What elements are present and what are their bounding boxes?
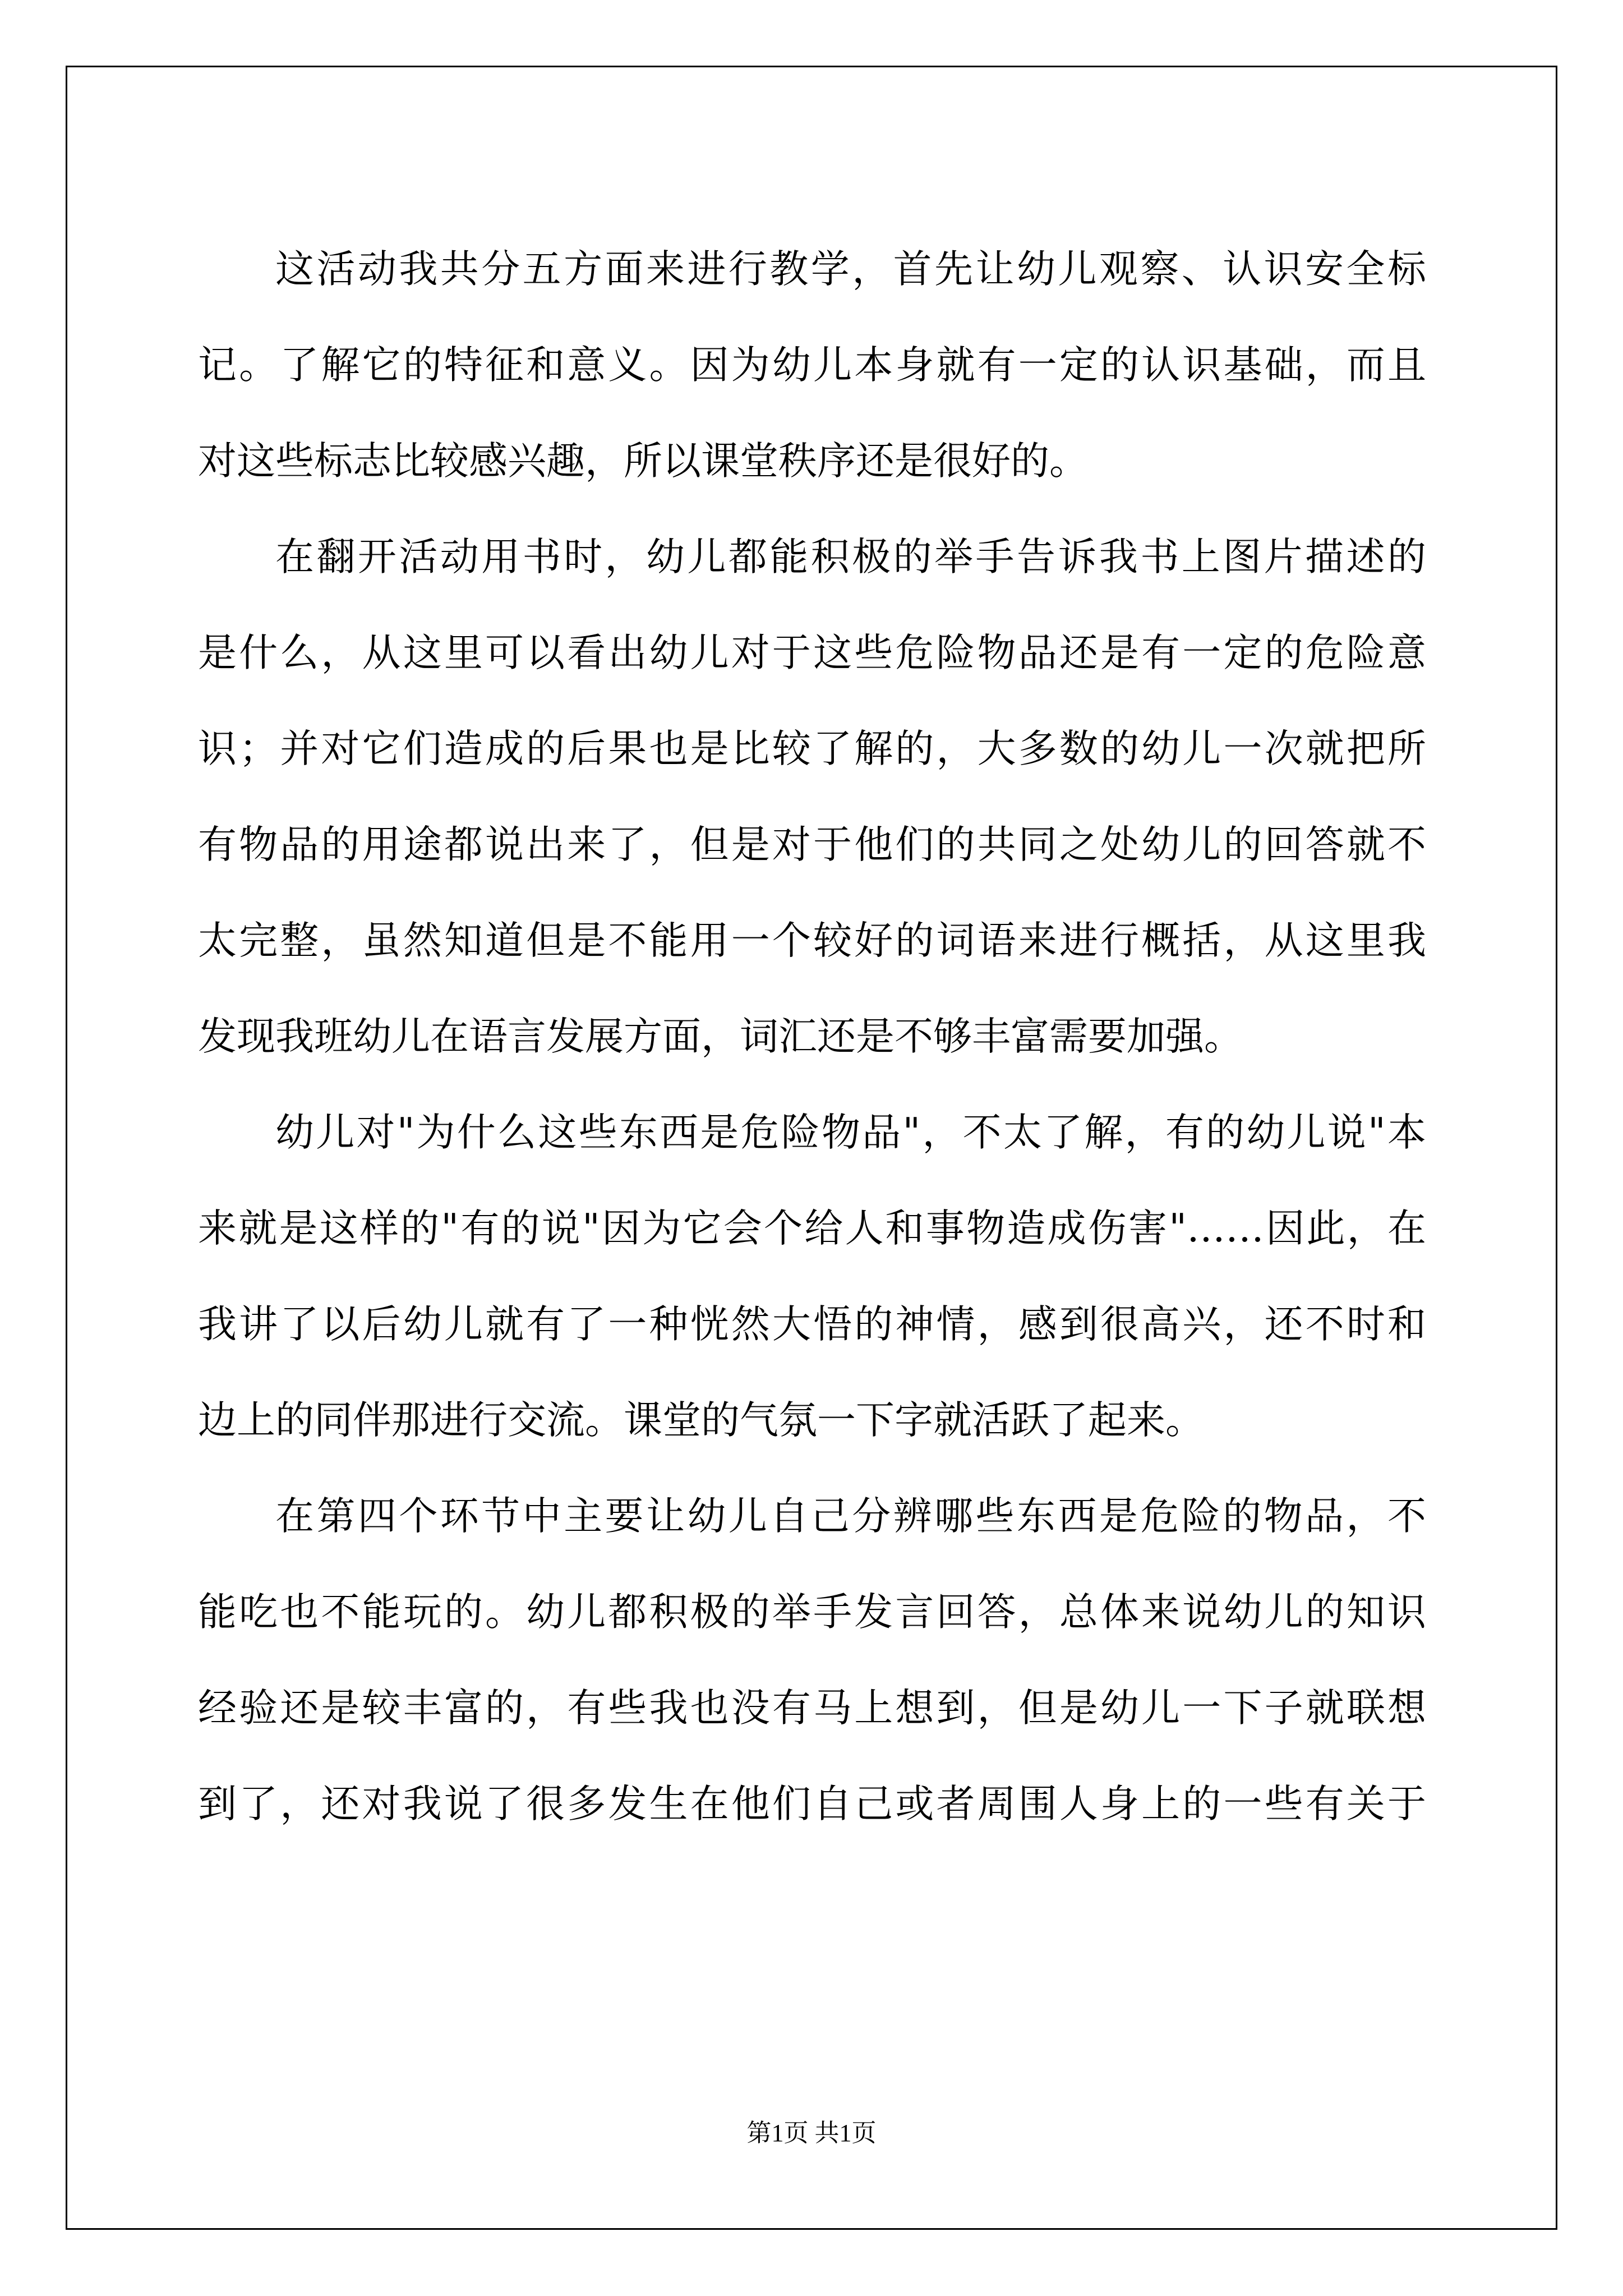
text-line: 幼儿对"为什么这些东西是危险物品"，不太了解，有的幼儿说"本: [275, 1110, 1426, 1155]
text-line: 太完整，虽然知道但是不能用一个较好的词语来进行概括，从这里我: [198, 918, 1426, 963]
document-body: [198, 222, 1426, 1852]
text-line: 来就是这样的"有的说"因为它会个给人和事物造成伤害"……因此，在: [198, 1206, 1426, 1251]
paragraph: [198, 1469, 1426, 1852]
text-line: 边上的同伴那进行交流。课堂的气氛一下字就活跃了起来。: [198, 1398, 1204, 1443]
text-line: 在第四个环节中主要让幼儿自己分辨哪些东西是危险的物品，不: [275, 1494, 1426, 1539]
text-line: 是什么，从这里可以看出幼儿对于这些危险物品还是有一定的危险意: [198, 631, 1426, 675]
paragraph: [198, 509, 1426, 1085]
text-line: 经验还是较丰富的，有些我也没有马上想到，但是幼儿一下子就联想: [198, 1686, 1426, 1731]
text-line: 对这些标志比较感兴趣，所以课堂秩序还是很好的。: [198, 439, 1088, 484]
text-line: 发现我班幼儿在语言发展方面，词汇还是不够丰富需要加强。: [198, 1014, 1243, 1059]
text-line: 我讲了以后幼儿就有了一种恍然大悟的神情，感到很高兴，还不时和: [198, 1302, 1426, 1347]
text-line: 在翻开活动用书时，幼儿都能积极的举手告诉我书上图片描述的: [275, 535, 1426, 579]
text-line: 记。了解它的特征和意义。因为幼儿本身就有一定的认识基础，而且: [198, 343, 1426, 388]
paragraph: [198, 222, 1426, 509]
paragraph: [198, 1085, 1426, 1469]
text-line: 有物品的用途都说出来了，但是对于他们的共同之处幼儿的回答就不: [198, 822, 1426, 867]
page-number-footer: 第1页 共1页: [746, 2119, 877, 2147]
text-line: 这活动我共分五方面来进行教学，首先让幼儿观察、认识安全标: [275, 247, 1426, 292]
text-line: 识；并对它们造成的后果也是比较了解的，大多数的幼儿一次就把所: [198, 726, 1426, 771]
text-line: 能吃也不能玩的。幼儿都积极的举手发言回答，总体来说幼儿的知识: [198, 1590, 1426, 1635]
text-line: 到了，还对我说了很多发生在他们自己或者周围人身上的一些有关于: [198, 1782, 1426, 1826]
